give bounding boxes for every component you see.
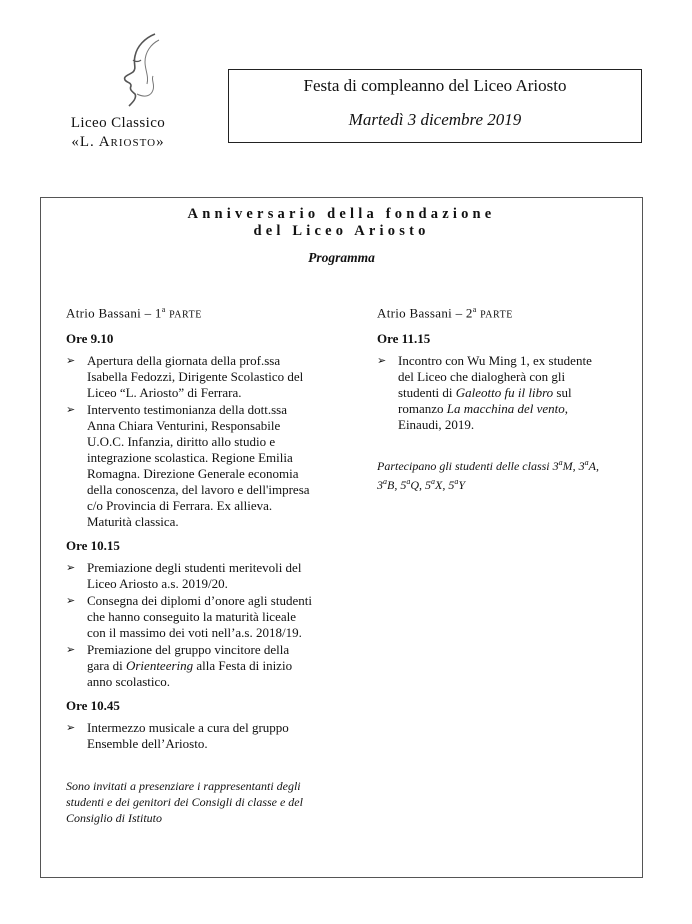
arrowhead-bullet-icon: ➢ bbox=[66, 355, 76, 368]
list-item: ➢ Intervento testimonianza della dott.ssa Anna Chiara Venturini, Responsabile U.O.C. Infanzia, diritto allo studio e integrazione scolastica. Regione Emilia Romagna. Direzione Generale economia della conoscenza, del lavoro e dell'impresa c/o Provincia di Ferrara. Ex allieva. Maturità classica. bbox=[66, 402, 310, 530]
left-column bbox=[66, 302, 314, 826]
logo-line-1: Liceo Classico bbox=[70, 115, 166, 131]
program-title bbox=[41, 206, 642, 240]
right-heading-text: Atrio Bassani – 2 bbox=[377, 305, 473, 321]
arrowhead-bullet-icon: ➢ bbox=[66, 595, 76, 608]
left-heading-text: Atrio Bassani – 1 bbox=[66, 305, 162, 321]
program-box bbox=[40, 197, 643, 878]
class-label: 5$^a$X bbox=[425, 477, 443, 493]
right-heading-suffix: PARTE bbox=[480, 309, 513, 321]
participating-classes-note bbox=[377, 455, 607, 493]
list-item: ➢ Intermezzo musicale a cura del gruppo Ensemble dell’Ariosto. bbox=[66, 720, 289, 752]
school-logo bbox=[52, 32, 202, 152]
left-heading-sup: a bbox=[161, 305, 166, 314]
left-section-heading bbox=[66, 302, 314, 323]
slot-item-list bbox=[66, 560, 314, 690]
list-item: ➢ Apertura della giornata della prof.ssa Isabella Fedozzi, Dirigente Scolastico del Liceo “L. Ariosto” di Ferrara. bbox=[66, 353, 304, 401]
participating-classes-prefix: Partecipano gli studenti delle classi bbox=[377, 459, 553, 474]
class-label: 3$^a$M bbox=[552, 458, 573, 474]
program-title-line-2: del Liceo Ariosto bbox=[253, 223, 430, 239]
arrowhead-bullet-icon: ➢ bbox=[66, 722, 76, 735]
event-title: Festa di compleanno del Liceo Ariosto bbox=[303, 76, 567, 95]
list-item: ➢ Premiazione degli studenti meritevoli del Liceo Ariosto a.s. 2019/20. bbox=[66, 560, 302, 592]
class-label: 3$^a$A bbox=[578, 458, 596, 474]
arrowhead-bullet-icon: ➢ bbox=[66, 404, 76, 417]
time-slot-heading: Ore 9.10 bbox=[66, 331, 114, 347]
slot-item-list bbox=[66, 720, 314, 752]
invitation-note: Sono invitati a presenziare i rappresentanti degli studenti e dei genitori dei Consigli di classe e del Consiglio di Istituto bbox=[66, 779, 303, 826]
arrowhead-bullet-icon: ➢ bbox=[377, 355, 387, 368]
arrowhead-bullet-icon: ➢ bbox=[66, 562, 76, 575]
logo-line-2: «L. Ariosto» bbox=[71, 134, 165, 150]
event-header-box bbox=[228, 69, 642, 143]
class-label: 5$^a$Y bbox=[448, 477, 466, 493]
program-subtitle: Programma bbox=[308, 250, 375, 265]
class-label: 5$^a$Q bbox=[400, 477, 420, 493]
list-item: ➢ Consegna dei diplomi d’onore agli studenti che hanno conseguito la maturità liceale con il massimo dei voti nell’a.s. 2018/19. bbox=[66, 593, 312, 641]
time-slot-heading: Ore 10.45 bbox=[66, 698, 120, 714]
time-slot-heading: Ore 10.15 bbox=[66, 538, 120, 554]
time-slot-heading: Ore 11.15 bbox=[377, 331, 431, 347]
arrowhead-bullet-icon: ➢ bbox=[66, 644, 76, 657]
program-title-line-1: Anniversario della fondazione bbox=[187, 206, 496, 222]
participating-classes-list: 3$^a$M, 3$^a$A, 3$^a$B, 5$^a$Q, 5$^a$X, 5$^a$Y bbox=[377, 458, 599, 493]
ariosto-profile-logo-icon bbox=[107, 32, 177, 112]
list-item: ➢ Premiazione del gruppo vincitore della gara di Orienteering alla Festa di inizio anno scolastico. bbox=[66, 642, 293, 690]
right-section-heading bbox=[377, 302, 607, 323]
slot-item-list bbox=[377, 353, 607, 433]
class-label: 3$^a$B bbox=[377, 477, 395, 493]
event-date: Martedì 3 dicembre 2019 bbox=[348, 110, 522, 129]
list-item: ➢ Incontro con Wu Ming 1, ex studente del Liceo che dialogherà con gli studenti di Galeotto fu il libro sul romanzo La macchina del vento, Einaudi, 2019. bbox=[377, 353, 592, 433]
right-heading-sup: a bbox=[472, 305, 477, 314]
left-heading-suffix: PARTE bbox=[169, 309, 202, 321]
right-column bbox=[377, 302, 607, 493]
slot-item-list bbox=[66, 353, 314, 530]
